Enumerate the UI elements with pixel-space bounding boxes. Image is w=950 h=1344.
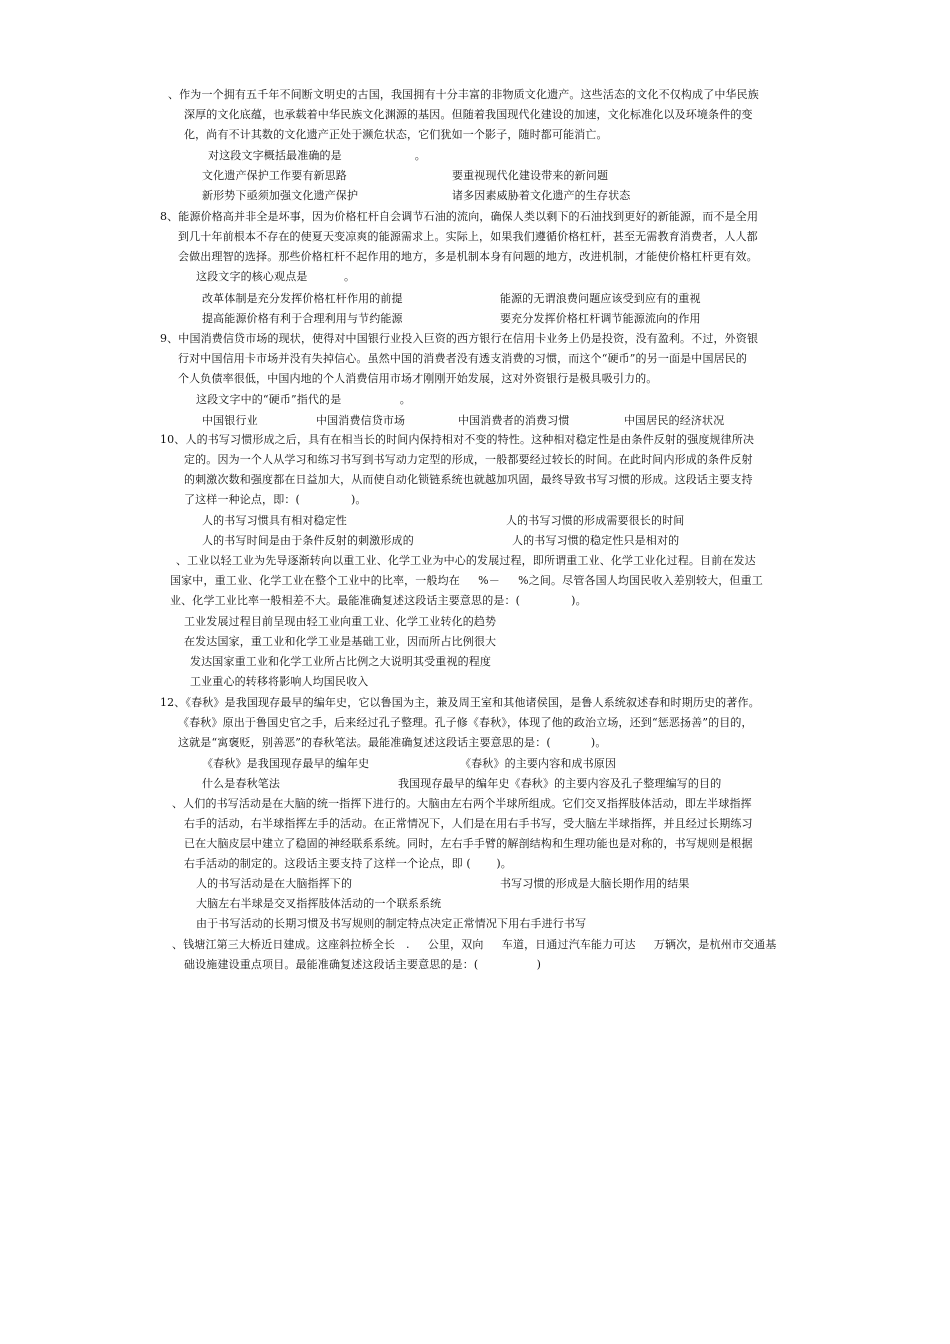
q13-option-a: 人的书写活动是在大脑指挥下的 (196, 877, 353, 890)
q9-question: 这段文字中的“硬币”指代的是 。 (196, 393, 411, 406)
q13-stem-line-1: 、人们的书写活动是在大脑的统一指挥下进行的。大脑由左右两个半球所组成。它们交叉指挥肢体活动，即左半球指挥 (172, 797, 752, 810)
q7-stem-line-3: 化，尚有不计其数的文化遗产正处于濒危状态，它们犹如一个影子，随时都可能消亡。 (184, 128, 608, 141)
q12-option-d: 我国现存最早的编年史《春秋》的主要内容及孔子整理编写的目的 (398, 777, 722, 790)
q10-option-c: 人的书写时间是由于条件反射的刺激形成的 (202, 534, 414, 547)
q9-option-b: 中国消费信贷市场 (316, 414, 406, 427)
q12-option-b: 《春秋》的主要内容和成书原因 (460, 757, 617, 770)
q12-stem-line-2: 《春秋》原出于鲁国史官之手，后来经过孔子整理。孔子修《春秋》，体现了他的政治立场，还到“惩恶扬善”的目的， (178, 716, 753, 729)
q8-stem-line-2: 到几十年前根本不存在的使夏天变凉爽的能源需求上。实际上，如果我们遵循价格杠杆，甚至无需教育消费者，人人都 (178, 230, 758, 243)
q8-option-a: 改革体制是充分发挥价格杠杆作用的前提 (202, 292, 403, 305)
q7-option-b: 要重视现代化建设带来的新问题 (452, 169, 609, 182)
q7-option-c: 新形势下亟须加强文化遗产保护 (202, 189, 359, 202)
q10-stem-line-1: 10、人的书写习惯形成之后，具有在相当长的时间内保持相对不变的特性。这种相对稳定性是由条件反射的强度规律所决 (160, 433, 755, 446)
q10-option-a: 人的书写习惯具有相对稳定性 (202, 514, 347, 527)
q13-option-d: 由于书写活动的长期习惯及书写规则的制定特点决定正常情况下用右手进行书写 (196, 917, 587, 930)
q12-option-c: 什么是春秋笔法 (202, 777, 281, 790)
q10-stem-line-3: 的刺激次数和强度都在日益加大，从而使自动化锁链系统也就越加巩固，最终导致书写习惯的形成。这段话主要支持 (184, 473, 753, 486)
q13-stem-line-3: 已在大脑皮层中建立了稳固的神经联系系统。同时，左右手手臂的解剖结构和生理功能也是对称的，书写规则是根据 (184, 837, 753, 850)
q8-question: 这段文字的核心观点是 。 (196, 270, 356, 283)
q7-question: 对这段文字概括最准确的是 。 (208, 149, 426, 162)
q8-option-b: 能源的无谓浪费问题应该受到应有的重视 (500, 292, 701, 305)
q11-option-a: 工业发展过程目前呈现由轻工业向重工业、化学工业转化的趋势 (184, 615, 497, 628)
q10-option-d: 人的书写习惯的稳定性只是相对的 (512, 534, 680, 547)
q13-option-c: 大脑左右半球是交叉指挥肢体活动的一个联系系统 (196, 897, 442, 910)
q7-option-d: 诸多因素威胁着文化遗产的生存状态 (452, 189, 631, 202)
q8-option-c: 提高能源价格有利于合理利用与节约能源 (202, 312, 403, 325)
q9-stem-line-2: 行对中国信用卡市场并没有失掉信心。虽然中国的消费者没有透支消费的习惯，而这个“硬币”的另一面是中国居民的 (178, 352, 748, 365)
q11-stem-line-1: 、工业以轻工业为先导逐渐转向以重工业、化学工业为中心的发展过程，即所谓重工业、化学工业化过程。目前在发达 (176, 554, 756, 567)
q11-option-b: 在发达国家，重工业和化学工业是基础工业，因而所占比例很大 (184, 635, 497, 648)
q11-option-c: 发达国家重工业和化学工业所占比例之大说明其受重视的程度 (190, 655, 492, 668)
q9-option-d: 中国居民的经济状况 (624, 414, 725, 427)
q9-stem-line-3: 个人负债率很低，中国内地的个人消费信用市场才刚刚开始发展，这对外资银行是极具吸引力的。 (178, 372, 658, 385)
q11-stem-line-2: 国家中，重工业、化学工业在整个工业中的比率，一般均在 %－ %之间。尽管各国人均国民收入差别较大，但重工 (170, 574, 763, 587)
q11-option-d: 工业重心的转移将影响人均国民收入 (190, 675, 369, 688)
q12-stem-line-1: 12、《春秋》是我国现存最早的编年史，它以鲁国为主，兼及周王室和其他诸侯国，是鲁人系统叙述春和时期历史的著作。 (160, 696, 760, 709)
q8-stem-line-3: 会做出理智的选择。那些价格杠杆不起作用的地方，多是机制本身有问题的地方，改进机制，才能使价格杠杆更有效。 (178, 250, 758, 263)
q8-stem-line-1: 8、能源价格高并非全是坏事，因为价格杠杆自会调节石油的流向，确保人类以剩下的石油找到更好的新能源，而不是全用 (160, 210, 759, 223)
q9-option-c: 中国消费者的消费习惯 (458, 414, 570, 427)
q12-option-a: 《春秋》是我国现存最早的编年史 (202, 757, 370, 770)
q10-stem-line-2: 定的。因为一个人从学习和练习书写到书写动力定型的形成，一般都要经过较长的时间。在此时间内形成的条件反射 (184, 453, 753, 466)
q10-option-b: 人的书写习惯的形成需要很长的时间 (506, 514, 685, 527)
q9-option-a: 中国银行业 (202, 414, 258, 427)
q9-stem-line-1: 9、中国消费信贷市场的现状，使得对中国银行业投入巨资的西方银行在信用卡业务上仍是投资，没有盈利。不过，外资银 (160, 332, 759, 345)
q13-option-b: 书写习惯的形成是大脑长期作用的结果 (500, 877, 690, 890)
q7-option-a: 文化遗产保护工作要有新思路 (202, 169, 347, 182)
q11-stem-line-3: 业、化学工业比率一般相差不大。最能准确复述这段话主要意思的是：( )。 (170, 594, 587, 607)
q14-stem-line-2: 础设施建设重点项目。最能准确复述这段话主要意思的是：( ) (184, 958, 542, 971)
q13-stem-line-4: 右手活动的制定的。这段话主要支持了这样一个论点，即 ( )。 (184, 857, 512, 870)
q13-stem-line-2: 右手的活动，右半球指挥左手的活动。在正常情况下，人们是在用右手书写，受大脑左半球指挥，并且经过长期练习 (184, 817, 753, 830)
q12-stem-line-3: 这就是“寓褒贬，别善恶”的春秋笔法。最能准确复述这段话主要意思的是：( )。 (178, 736, 607, 749)
q7-stem-line-1: 、作为一个拥有五千年不间断文明史的古国，我国拥有十分丰富的非物质文化遗产。这些活态的文化不仅构成了中华民族 (168, 88, 759, 101)
q10-stem-line-4: 了这样一种论点，即：( )。 (184, 493, 367, 506)
q14-stem-line-1: 、钱塘江第三大桥近日建成。这座斜拉桥全长 . 公里，双向 车道，日通过汽车能力可达 万辆次，是杭州市交通基 (172, 938, 777, 951)
q7-stem-line-2: 深厚的文化底蕴，也承载着中华民族文化渊源的基因。但随着我国现代化建设的加速，文化标准化以及环境条件的变 (184, 108, 753, 121)
q8-option-d: 要充分发挥价格杠杆调节能源流向的作用 (500, 312, 701, 325)
